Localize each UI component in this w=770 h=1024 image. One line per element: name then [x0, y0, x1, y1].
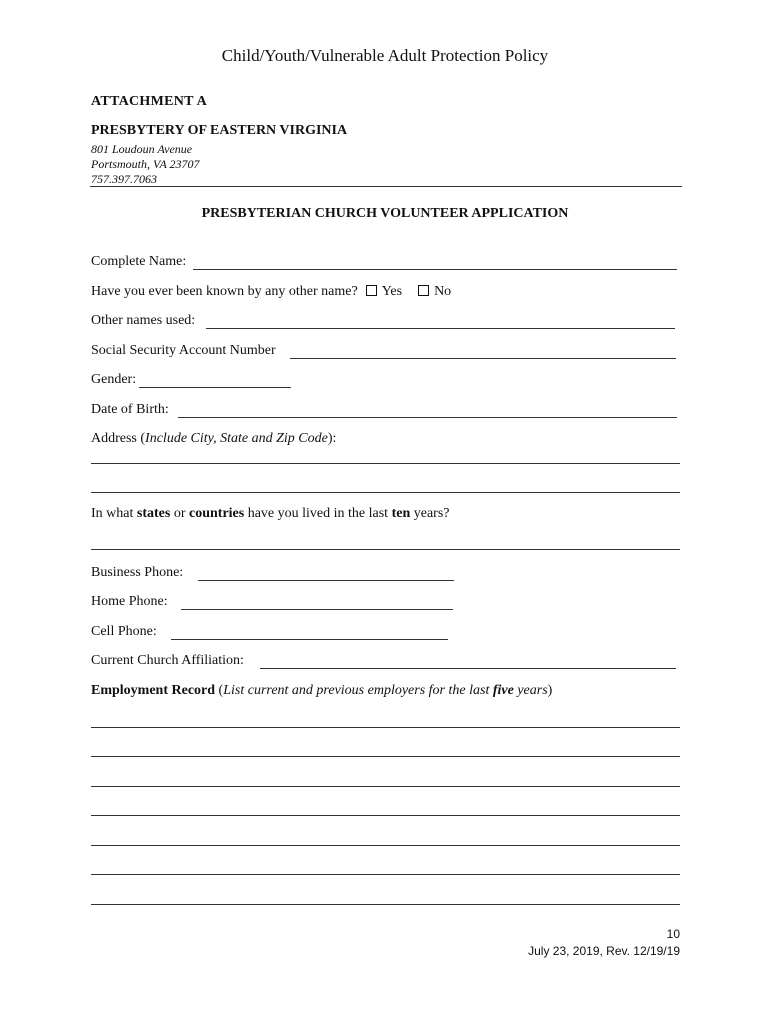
residence-text-3: have you lived in the last [244, 506, 392, 521]
other-names-field[interactable] [206, 328, 675, 329]
address-line-2: Portsmouth, VA 23707 [91, 157, 200, 171]
cell-phone-field[interactable] [171, 639, 448, 640]
address-label [91, 431, 336, 447]
residence-states: states [136, 506, 171, 521]
form-title: PRESBYTERIAN CHURCH VOLUNTEER APPLICATION [201, 206, 569, 221]
address-label-pre: Address ( [91, 431, 146, 446]
residence-text-1: In what [91, 506, 137, 521]
ssn-field[interactable] [290, 358, 676, 359]
residence-history-field[interactable] [91, 549, 680, 550]
address-line-1: 801 Loudoun Avenue [91, 142, 193, 156]
page-title: Child/Youth/Vulnerable Adult Protection Policy [221, 46, 549, 65]
gender-field[interactable] [139, 387, 291, 388]
dob-label: Date of Birth: [91, 402, 169, 417]
employment-post: ) [547, 683, 553, 698]
employment-field-line-3[interactable] [91, 786, 680, 787]
employment-hint-2: years [513, 683, 548, 698]
organization-name: PRESBYTERY OF EASTERN VIRGINIA [91, 123, 348, 138]
employment-field-line-7[interactable] [91, 904, 680, 905]
other-name-question-text: Have you ever been known by any other name? [91, 284, 358, 299]
employment-heading: Employment Record [91, 683, 216, 698]
org-phone: 757.397.7063 [91, 172, 157, 186]
complete-name-label: Complete Name: [91, 254, 187, 269]
ssn-label: Social Security Account Number [91, 343, 276, 358]
address-label-post: ): [327, 431, 337, 446]
employment-five: five [492, 683, 514, 698]
residence-ten: ten [391, 506, 411, 521]
residence-text-2: or [170, 506, 189, 521]
address-field-line-2[interactable] [91, 492, 680, 493]
home-phone-label: Home Phone: [91, 594, 168, 609]
other-names-label: Other names used: [91, 313, 196, 328]
employment-field-line-6[interactable] [91, 874, 680, 875]
church-affiliation-field[interactable] [260, 668, 676, 669]
employment-field-line-1[interactable] [91, 727, 680, 728]
cell-phone-label: Cell Phone: [91, 624, 157, 639]
residence-countries: countries [189, 506, 245, 521]
business-phone-label: Business Phone: [91, 565, 184, 580]
employment-hint-1: List current and previous employers for the last [223, 683, 493, 698]
residence-history-label [91, 506, 450, 522]
employment-field-line-4[interactable] [91, 815, 680, 816]
home-phone-field[interactable] [181, 609, 453, 610]
no-label: No [434, 284, 452, 299]
other-name-question [91, 284, 451, 300]
employment-field-line-5[interactable] [91, 845, 680, 846]
employment-record-label [91, 683, 552, 699]
employment-field-line-2[interactable] [91, 756, 680, 757]
business-phone-field[interactable] [198, 580, 454, 581]
dob-field[interactable] [178, 417, 677, 418]
residence-text-4: years? [410, 506, 450, 521]
no-checkbox[interactable] [418, 285, 429, 296]
header-divider [90, 186, 682, 187]
attachment-label: ATTACHMENT A [91, 94, 208, 109]
employment-pre: ( [215, 683, 224, 698]
page-number: 10 [666, 927, 680, 941]
revision-date: July 23, 2019, Rev. 12/19/19 [528, 944, 680, 958]
church-affiliation-label: Current Church Affiliation: [91, 653, 244, 668]
yes-label: Yes [381, 284, 403, 299]
address-field-line-1[interactable] [91, 463, 680, 464]
yes-checkbox[interactable] [366, 285, 377, 296]
complete-name-field[interactable] [193, 269, 677, 270]
address-label-hint: Include City, State and Zip Code [145, 431, 328, 446]
gender-label: Gender: [91, 372, 137, 387]
